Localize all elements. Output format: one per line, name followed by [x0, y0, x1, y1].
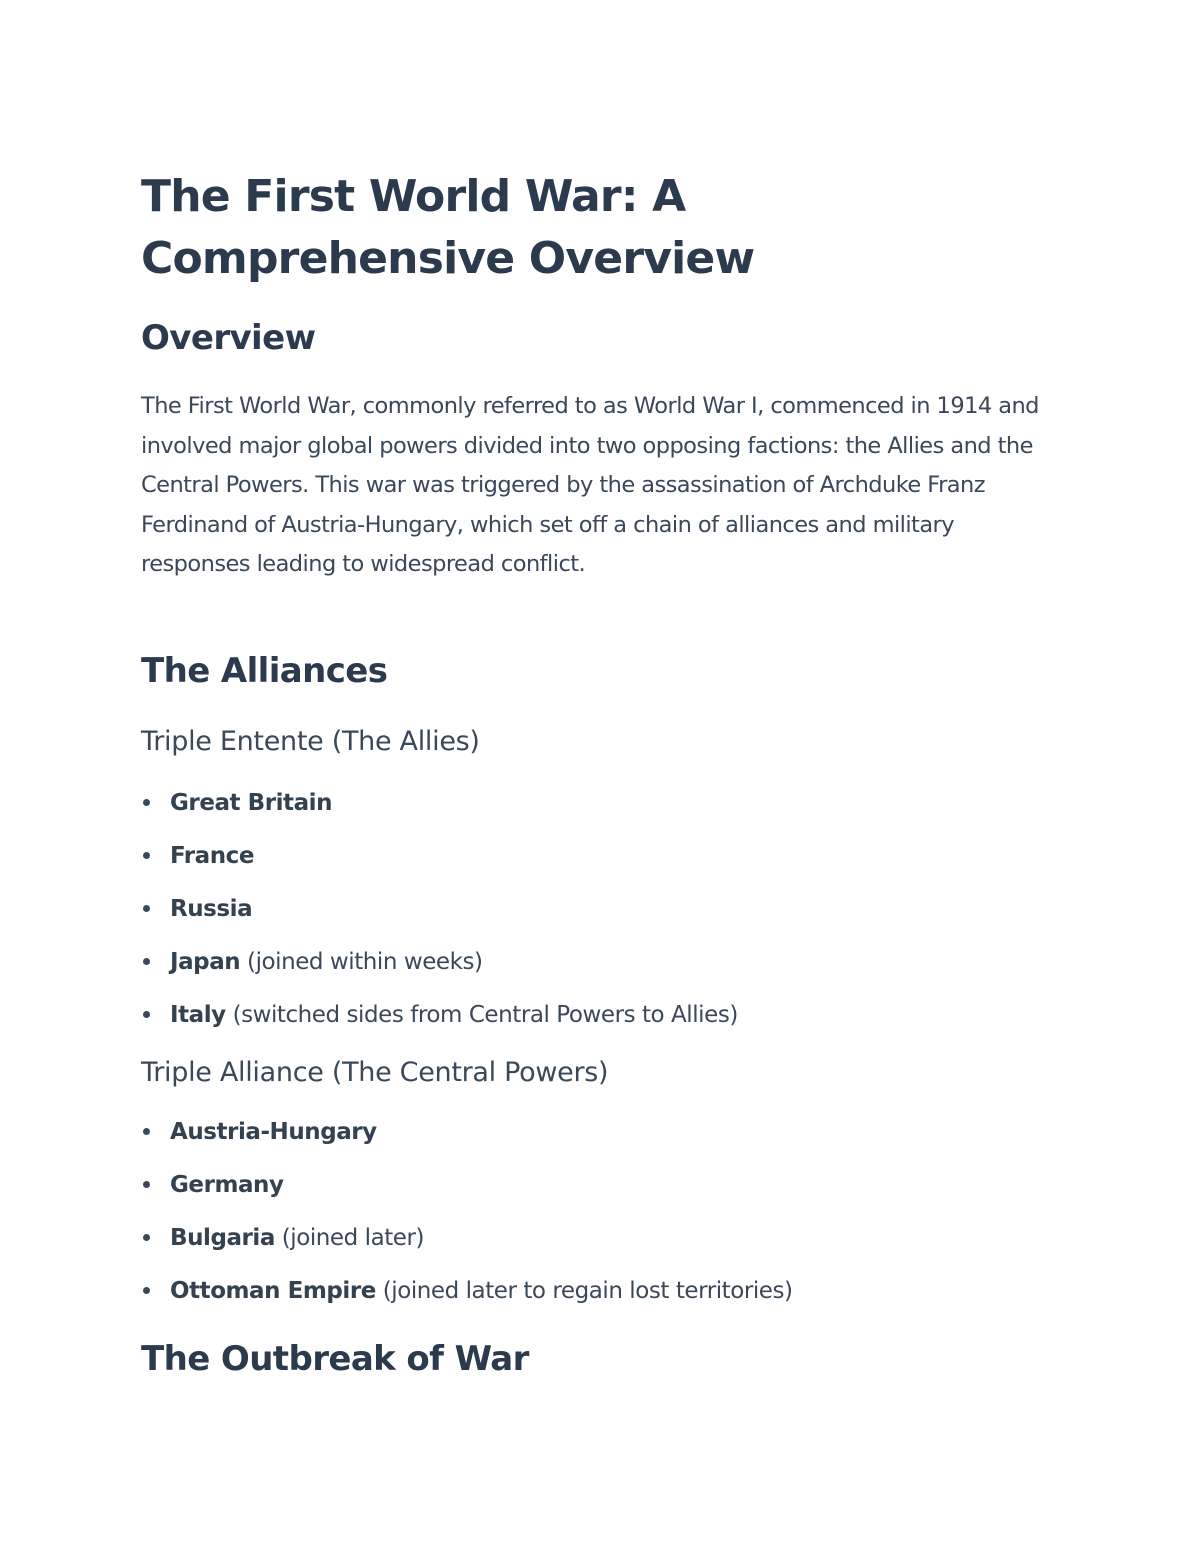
list-item-note: (switched sides from Central Powers to Allies) [225, 1002, 738, 1028]
central-list [141, 1117, 793, 1329]
bullet-icon [143, 1011, 150, 1018]
list-item-name: Italy [170, 1002, 226, 1028]
list-item-note: (joined within weeks) [240, 949, 483, 975]
bullet-icon [143, 1128, 150, 1135]
bullet-icon [143, 1287, 150, 1294]
entente-heading: Triple Entente (The Allies) [141, 726, 480, 757]
list-item [141, 1223, 793, 1276]
list-item [141, 1276, 793, 1329]
outbreak-heading: The Outbreak of War [141, 1339, 529, 1379]
list-item-name: Great Britain [170, 790, 333, 816]
entente-list [141, 788, 738, 1053]
central-heading: Triple Alliance (The Central Powers) [141, 1057, 609, 1088]
list-item-note: (joined later) [274, 1225, 425, 1251]
bullet-icon [143, 852, 150, 859]
list-item-name: Russia [170, 896, 253, 922]
list-item-name: Japan [170, 949, 241, 975]
list-item-name: Germany [170, 1172, 284, 1198]
bullet-icon [143, 799, 150, 806]
list-item [141, 1117, 793, 1170]
alliances-heading: The Alliances [141, 651, 388, 691]
list-item [141, 894, 738, 947]
bullet-icon [143, 905, 150, 912]
list-item-note: (joined later to regain lost territories) [375, 1278, 793, 1304]
list-item [141, 841, 738, 894]
bullet-icon [143, 958, 150, 965]
list-item-name: Ottoman Empire [170, 1278, 376, 1304]
list-item [141, 788, 738, 841]
bullet-icon [143, 1181, 150, 1188]
overview-paragraph: The First World War, commonly referred to as World War I, commenced in 1914 and involved major global powers divided into two opposing factions: the Allies and the Central Powers. This war was triggered by the assassination of Archduke Franz Ferdinand of Austria-Hungary, which set off a chain of alliances and military responses leading to widespread conflict. [141, 393, 1039, 578]
bullet-icon [143, 1234, 150, 1241]
list-item [141, 947, 738, 1000]
list-item [141, 1000, 738, 1053]
list-item [141, 1170, 793, 1223]
list-item-name: Austria-Hungary [170, 1119, 377, 1145]
document-title: The First World War: A Comprehensive Overview [141, 171, 755, 284]
list-item-name: France [170, 843, 255, 869]
list-item-name: Bulgaria [170, 1225, 275, 1251]
overview-heading: Overview [141, 318, 316, 358]
